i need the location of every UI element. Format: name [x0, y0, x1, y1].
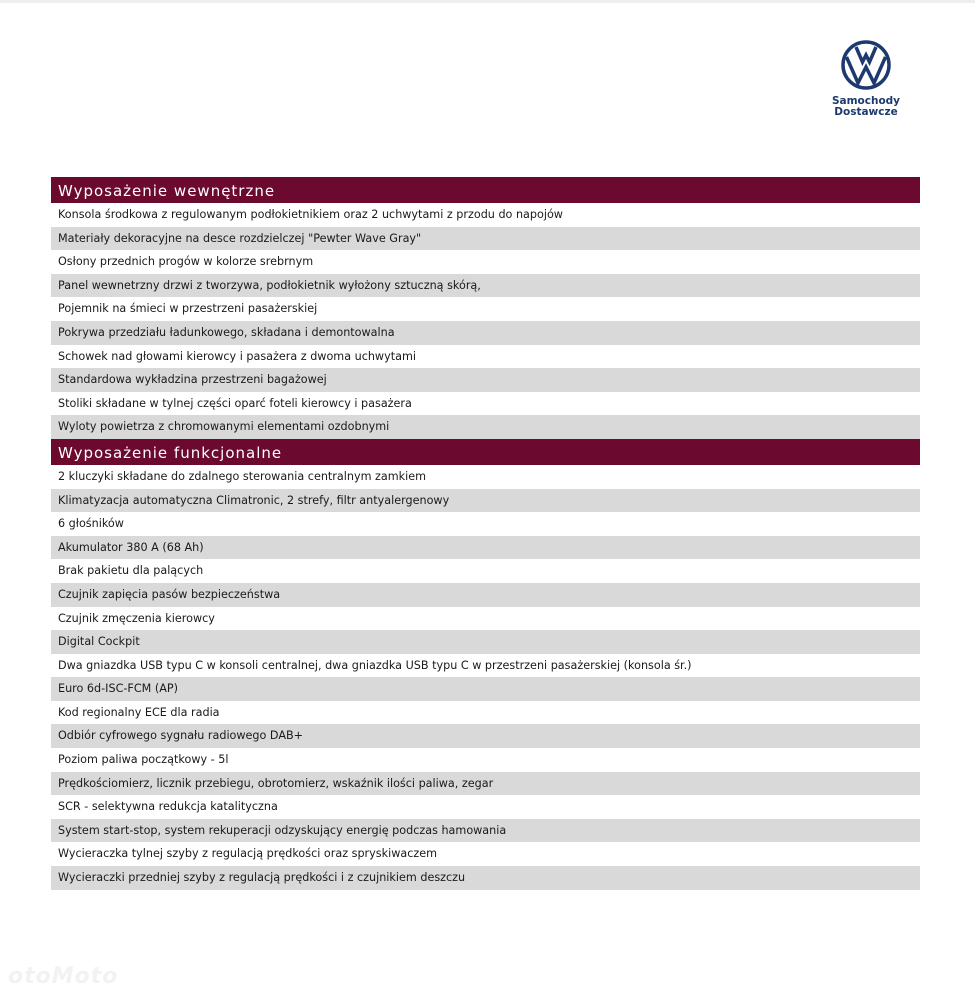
brand-name-line1: Samochody — [831, 95, 901, 107]
list-item: Czujnik zmęczenia kierowcy — [58, 611, 215, 625]
list-item: 2 kluczyki składane do zdalnego sterowania centralnym zamkiem — [58, 469, 427, 483]
section-title-functional: Wyposażenie funkcjonalne — [51, 439, 920, 465]
list-item: Brak pakietu dla palących — [58, 564, 204, 578]
list-item: Czujnik zapięcia pasów bezpieczeństwa — [51, 583, 920, 607]
list-item: Euro 6d-ISC-FCM (AP) — [51, 677, 920, 701]
brand-name-line2: Dostawcze — [834, 106, 898, 118]
brand-logo — [830, 40, 902, 118]
list-item: Pokrywa przedziału ładunkowego, składana i demontowalna — [51, 321, 920, 345]
list-item: Osłony przednich progów w kolorze srebrnym — [58, 255, 314, 269]
watermark: otoMoto — [8, 964, 119, 989]
list-item: Stoliki składane w tylnej części oparć foteli kierowcy i pasażera — [58, 396, 412, 410]
list-item: Poziom paliwa początkowy - 5l — [58, 753, 229, 767]
list-item: Akumulator 380 A (68 Ah) — [51, 536, 920, 560]
list-item: Panel wewnetrzny drzwi z tworzywa, podłokietnik wyłożony sztuczną skórą, — [51, 274, 920, 298]
top-rule — [0, 0, 975, 3]
interior-items — [51, 203, 920, 439]
list-item: Wycieraczka tylnej szyby z regulacją prędkości oraz spryskiwaczem — [58, 847, 438, 861]
list-item: Wycieraczki przedniej szyby z regulacją prędkości i z czujnikiem deszczu — [51, 866, 920, 890]
section-title-interior: Wyposażenie wewnętrzne — [51, 177, 920, 203]
list-item: Odbiór cyfrowego sygnału radiowego DAB+ — [51, 724, 920, 748]
list-item: Prędkościomierz, licznik przebiegu, obrotomierz, wskaźnik ilości paliwa, zegar — [51, 772, 920, 796]
list-item: Pojemnik na śmieci w przestrzeni pasażerskiej — [58, 302, 318, 316]
list-item: Konsola środkowa z regulowanym podłokietnikiem oraz 2 uchwytami z przodu do napojów — [58, 208, 563, 221]
vw-logo-icon — [841, 40, 891, 90]
brand-name — [830, 96, 902, 118]
list-item: 6 głośników — [58, 517, 124, 531]
list-item: Digital Cockpit — [51, 630, 920, 654]
list-item: Dwa gniazdka USB typu C w konsoli centralnej, dwa gniazdka USB typu C w przestrzeni pasażerskiej (konsola śr.) — [58, 658, 692, 672]
list-item: Materiały dekoracyjne na desce rozdzielczej "Pewter Wave Gray" — [51, 227, 920, 251]
list-item: Standardowa wykładzina przestrzeni bagażowej — [51, 368, 920, 392]
equipment-list — [51, 177, 920, 890]
list-item: Kod regionalny ECE dla radia — [58, 705, 220, 719]
list-item: Klimatyzacja automatyczna Climatronic, 2 strefy, filtr antyalergenowy — [51, 489, 920, 513]
list-item: SCR - selektywna redukcja katalityczna — [58, 800, 278, 814]
functional-items — [51, 465, 920, 890]
list-item: System start-stop, system rekuperacji odzyskujący energię podczas hamowania — [51, 819, 920, 843]
list-item: Schowek nad głowami kierowcy i pasażera z dwoma uchwytami — [58, 349, 416, 363]
list-item: Wyloty powietrza z chromowanymi elementami ozdobnymi — [51, 415, 920, 439]
